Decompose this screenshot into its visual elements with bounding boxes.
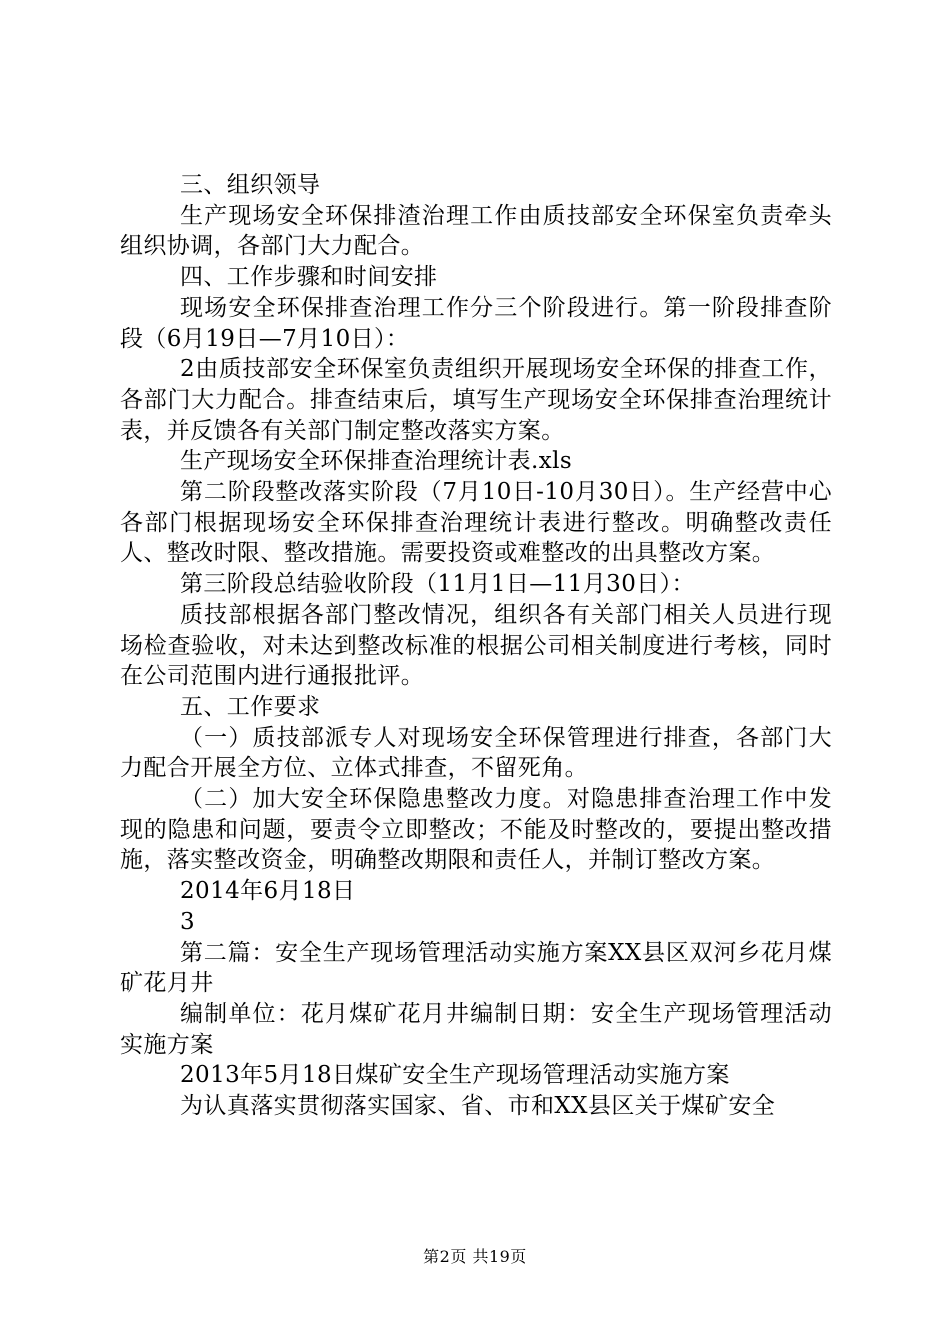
second-article-title: 第二篇：安全生产现场管理活动实施方案XX县区双河乡花月煤矿花月井: [120, 939, 832, 997]
paragraph-acceptance: 质技部根据各部门整改情况，组织各有关部门相关人员进行现场检查验收，对未达到整改标准的根据公司相关制度进行考核，同时在公司范围内进行通报批评。: [120, 601, 832, 690]
page-footer: 第2页 共19页: [423, 1247, 527, 1266]
paragraph-intro: 为认真落实贯彻落实国家、省、市和XX县区关于煤矿安全: [180, 1093, 776, 1120]
compiler-info: 编制单位：花月煤矿花月井编制日期：安全生产现场管理活动实施方案: [120, 1000, 832, 1058]
page-marker: 3: [180, 908, 196, 935]
paragraph-phase-one: 现场安全环保排查治理工作分三个阶段进行。第一阶段排查阶段（6月19日—7月10日）：: [120, 294, 832, 352]
paragraph-phase-two: 第二阶段整改落实阶段（7月10日-10月30日）。生产经营中心各部门根据现场安全环保排查治理统计表进行整改。明确整改责任人、整改时限、整改措施。需要投资或难整改的出具整改方案。: [120, 479, 832, 567]
document-body: [120, 170, 832, 1122]
paragraph-inspection: 2由质技部安全环保室负责组织开展现场安全环保的排查工作，各部门大力配合。排查结束后，填写生产现场安全环保排查治理统计表，并反馈各有关部门制定整改落实方案。: [120, 356, 832, 444]
section-heading-organization: 三、组织领导: [180, 172, 321, 198]
document-date: 2014年6月18日: [180, 878, 356, 905]
section-heading-steps: 四、工作步骤和时间安排: [180, 264, 438, 291]
plan-date-title: 2013年5月18日煤矿安全生产现场管理活动实施方案: [180, 1062, 730, 1089]
attachment-filename: 生产现场安全环保排查治理统计表.xls: [180, 448, 573, 475]
paragraph-requirement-two: （二）加大安全环保隐患整改力度。对隐患排查治理工作中发现的隐患和问题，要责令立即整改；不能及时整改的，要提出整改措施，落实整改资金，明确整改期限和责任人，并制订整改方案。: [120, 786, 832, 874]
paragraph-requirement-one: （一）质技部派专人对现场安全环保管理进行排查，各部门大力配合开展全方位、立体式排查，不留死角。: [120, 724, 832, 782]
section-heading-requirements: 五、工作要求: [180, 693, 321, 720]
paragraph-phase-three: 第三阶段总结验收阶段（11月1日—11月30日）：: [180, 571, 695, 598]
paragraph-organization: 生产现场安全环保排渣治理工作由质技部安全环保室负责牵头组织协调，各部门大力配合。: [120, 202, 832, 260]
